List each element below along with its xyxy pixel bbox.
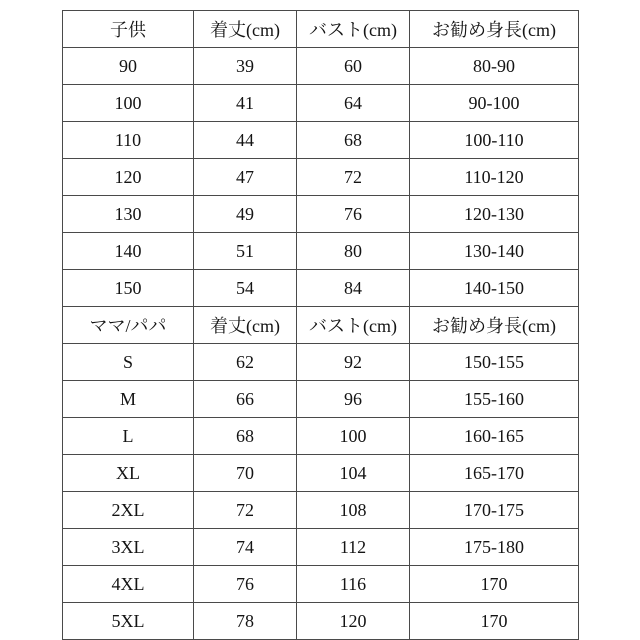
header-cell-height: お勧め身長(cm) [410,307,579,344]
length-cell: 70 [194,455,297,492]
table-row [63,381,579,418]
table-row [63,122,579,159]
size-cell: 2XL [63,492,194,529]
size-cell: 120 [63,159,194,196]
table-row [63,455,579,492]
table-row [63,196,579,233]
height-cell: 130-140 [410,233,579,270]
size-cell: L [63,418,194,455]
header-cell-bust: バスト(cm) [297,307,410,344]
length-cell: 39 [194,48,297,85]
height-cell: 160-165 [410,418,579,455]
bust-cell: 116 [297,566,410,603]
size-cell: 130 [63,196,194,233]
length-cell: 51 [194,233,297,270]
table-row [63,418,579,455]
table-row [63,566,579,603]
adults-header-row [63,307,579,344]
size-cell: 90 [63,48,194,85]
length-cell: 54 [194,270,297,307]
length-cell: 44 [194,122,297,159]
size-cell: 3XL [63,529,194,566]
kids-header-row [63,11,579,48]
length-cell: 66 [194,381,297,418]
height-cell: 170 [410,566,579,603]
size-cell: 5XL [63,603,194,640]
bust-cell: 68 [297,122,410,159]
header-cell-size: ママ/パパ [63,307,194,344]
length-cell: 74 [194,529,297,566]
size-cell: M [63,381,194,418]
bust-cell: 84 [297,270,410,307]
bust-cell: 92 [297,344,410,381]
table-row [63,48,579,85]
table-row [63,159,579,196]
bust-cell: 108 [297,492,410,529]
height-cell: 150-155 [410,344,579,381]
height-cell: 155-160 [410,381,579,418]
length-cell: 41 [194,85,297,122]
height-cell: 165-170 [410,455,579,492]
bust-cell: 120 [297,603,410,640]
bust-cell: 76 [297,196,410,233]
size-cell: 100 [63,85,194,122]
header-cell-bust: バスト(cm) [297,11,410,48]
height-cell: 110-120 [410,159,579,196]
table-row [63,344,579,381]
height-cell: 170 [410,603,579,640]
length-cell: 49 [194,196,297,233]
height-cell: 120-130 [410,196,579,233]
table-row [63,529,579,566]
size-cell: 140 [63,233,194,270]
height-cell: 80-90 [410,48,579,85]
bust-cell: 80 [297,233,410,270]
bust-cell: 104 [297,455,410,492]
size-chart-table [62,10,579,640]
header-cell-size: 子供 [63,11,194,48]
table-row [63,603,579,640]
length-cell: 72 [194,492,297,529]
bust-cell: 64 [297,85,410,122]
table-row [63,270,579,307]
size-cell: 150 [63,270,194,307]
length-cell: 47 [194,159,297,196]
size-cell: 110 [63,122,194,159]
table-row [63,85,579,122]
bust-cell: 112 [297,529,410,566]
length-cell: 62 [194,344,297,381]
table-row [63,233,579,270]
bust-cell: 60 [297,48,410,85]
height-cell: 140-150 [410,270,579,307]
header-cell-height: お勧め身長(cm) [410,11,579,48]
height-cell: 100-110 [410,122,579,159]
size-cell: S [63,344,194,381]
bust-cell: 72 [297,159,410,196]
length-cell: 68 [194,418,297,455]
length-cell: 76 [194,566,297,603]
table-row [63,492,579,529]
bust-cell: 100 [297,418,410,455]
length-cell: 78 [194,603,297,640]
height-cell: 175-180 [410,529,579,566]
height-cell: 90-100 [410,85,579,122]
header-cell-length: 着丈(cm) [194,307,297,344]
size-cell: 4XL [63,566,194,603]
size-cell: XL [63,455,194,492]
bust-cell: 96 [297,381,410,418]
height-cell: 170-175 [410,492,579,529]
header-cell-length: 着丈(cm) [194,11,297,48]
